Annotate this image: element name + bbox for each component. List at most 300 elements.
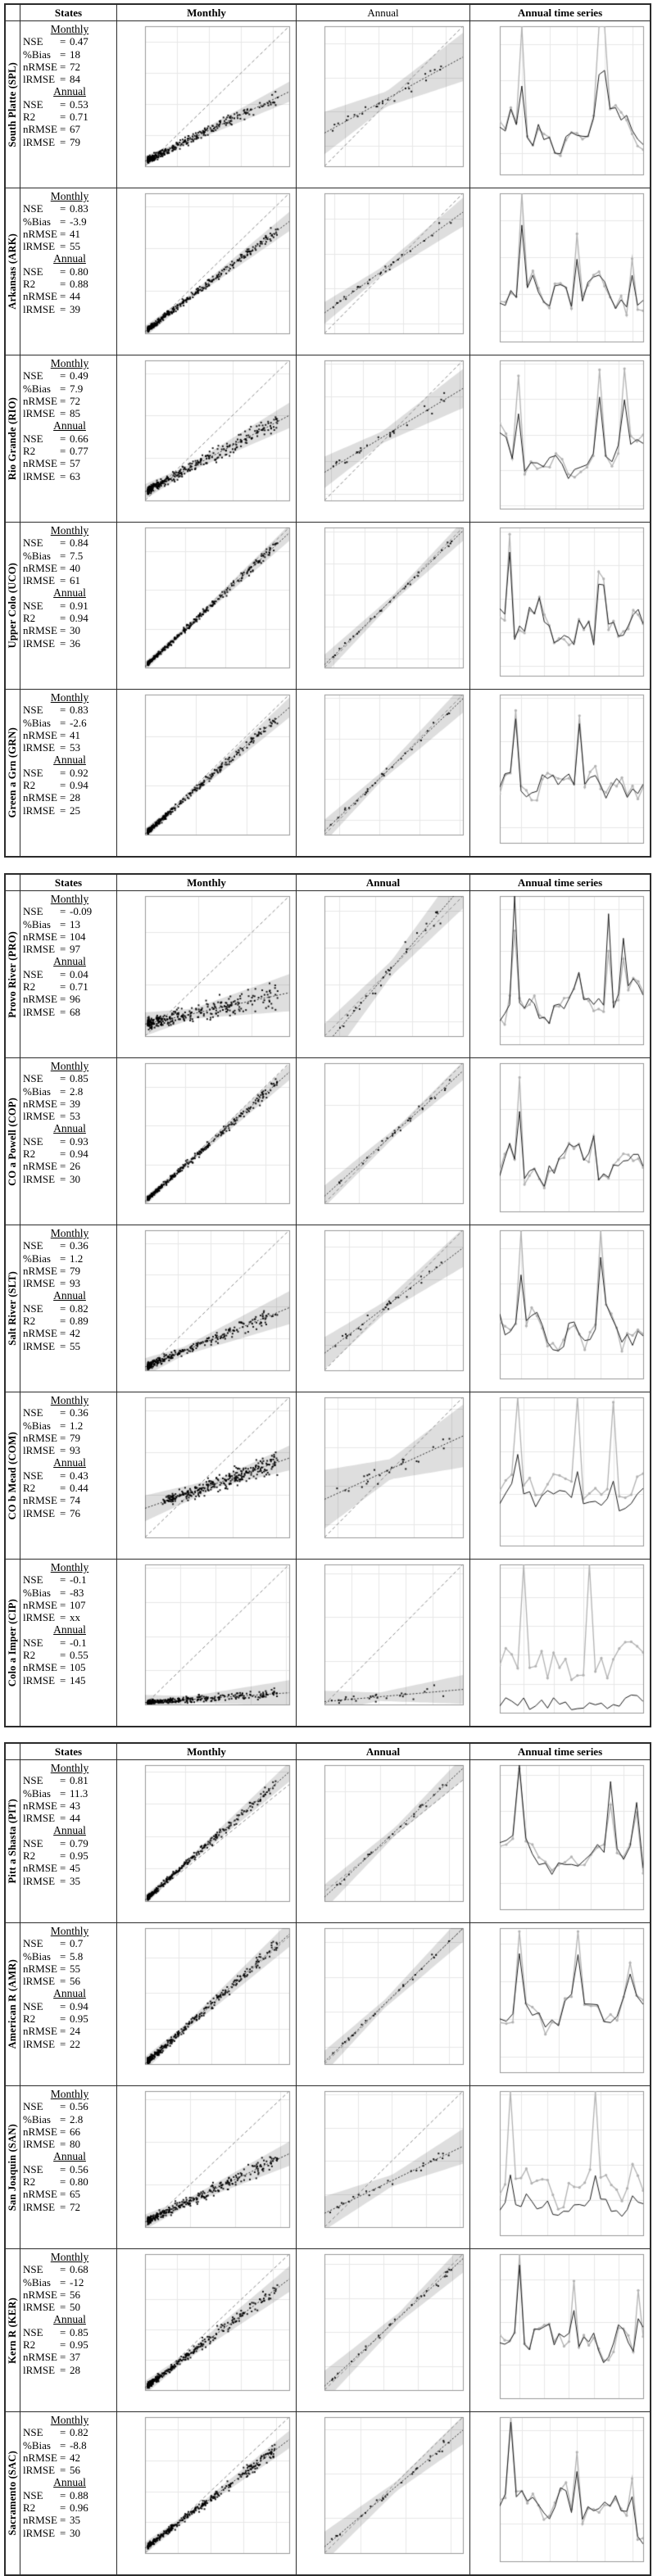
annual-scatter-plot (297, 188, 469, 355)
annual-plot-cell (297, 1760, 470, 1923)
timeseries-plot-cell (470, 1392, 650, 1560)
stats-section-heading: Annual (53, 419, 86, 432)
stat-line: %Bias = -12 (23, 2275, 84, 2289)
stats-section-heading: Monthly (50, 893, 89, 905)
monthly-plot-cell (117, 188, 297, 355)
station-label: Colo a Imper (CIP) (7, 1598, 18, 1687)
station-label: Provo River (PRO) (7, 930, 18, 1018)
column-header-annual: Annual (297, 5, 470, 20)
stats-section-heading: Monthly (50, 1925, 89, 1937)
stat-line: NSE = 0.56 (23, 2100, 88, 2113)
stat-line: %Bias = -8.8 (23, 2438, 87, 2452)
stat-line: NSE = 0.85 (23, 1072, 88, 1085)
stat-line: R2 = 0.55 (23, 1649, 88, 1662)
column-header-annual-time-series: Annual time series (517, 1745, 603, 1758)
stat-line: nRMSE = 96 (23, 993, 80, 1006)
stat-line: %Bias = -83 (23, 1586, 84, 1599)
annual-timeseries-plot (470, 690, 649, 856)
stats-section-heading: Monthly (50, 1762, 89, 1774)
stat-line: NSE = 0.82 (23, 1302, 88, 1315)
monthly-plot-cell (117, 2249, 297, 2412)
annual-scatter-plot (297, 690, 469, 856)
column-header-annual-time-series: Annual time series (517, 6, 603, 19)
station-row (6, 188, 650, 355)
annual-timeseries-plot (470, 2412, 649, 2574)
station-row (6, 891, 650, 1058)
stats-section-heading: Annual (53, 754, 86, 767)
stats-cell (20, 1760, 117, 1923)
stat-line: lRMSE = xx (23, 1611, 80, 1624)
stat-line: lRMSE = 50 (23, 2301, 80, 2314)
stat-line: NSE = 0.47 (23, 35, 88, 48)
annual-plot-cell (297, 523, 470, 690)
stat-line: %Bias = 2.8 (23, 1084, 84, 1098)
stat-line: NSE = -0.1 (23, 1573, 87, 1587)
stat-line: nRMSE = 79 (23, 1264, 80, 1277)
stat-line: lRMSE = 22 (23, 2037, 80, 2050)
monthly-scatter-plot (117, 1760, 296, 1922)
stat-line: NSE = 0.36 (23, 1406, 88, 1419)
annual-scatter-plot (297, 891, 469, 1057)
monthly-scatter-plot (117, 355, 296, 522)
stat-line: R2 = 0.95 (23, 2012, 88, 2026)
stat-line: lRMSE = 61 (23, 574, 80, 587)
stat-line: lRMSE = 145 (23, 1673, 86, 1686)
station-row (6, 1392, 650, 1560)
timeseries-plot-cell (470, 21, 650, 188)
timeseries-plot-cell (470, 2086, 650, 2249)
stat-line: R2 = 0.96 (23, 2501, 88, 2515)
stats-cell (20, 2249, 117, 2412)
annual-timeseries-plot (470, 188, 649, 355)
stat-line: lRMSE = 53 (23, 741, 80, 754)
stat-line: NSE = 0.91 (23, 599, 88, 612)
stats-cell (20, 2412, 117, 2574)
annual-timeseries-plot (470, 2249, 649, 2411)
stats-section-heading: Monthly (50, 524, 89, 536)
stat-line: nRMSE = 43 (23, 1799, 80, 1812)
annual-timeseries-plot (470, 1923, 649, 2085)
stats-cell (20, 891, 117, 1058)
stat-line: NSE = 0.88 (23, 2488, 88, 2501)
stats-section-heading: Annual (53, 1289, 86, 1302)
stat-line: NSE = 0.43 (23, 1469, 88, 1482)
stat-line: nRMSE = 55 (23, 1962, 80, 1975)
stat-line: nRMSE = 74 (23, 1494, 80, 1507)
stat-line: NSE = 0.80 (23, 265, 88, 278)
stat-line: NSE = 0.84 (23, 536, 88, 550)
station-row (6, 2249, 650, 2412)
station-row (6, 1225, 650, 1392)
monthly-scatter-plot (117, 891, 296, 1057)
monthly-plot-cell (117, 523, 297, 690)
monthly-scatter-plot (117, 1392, 296, 1559)
stats-cell (20, 1058, 117, 1225)
stats-cell (20, 523, 117, 690)
monthly-scatter-plot (117, 1560, 296, 1726)
monthly-plot-cell (117, 1392, 297, 1560)
monthly-plot-cell (117, 1560, 297, 1726)
timeseries-plot-cell (470, 355, 650, 523)
annual-plot-cell (297, 1560, 470, 1726)
stat-line: NSE = 0.94 (23, 1999, 88, 2012)
stat-line: R2 = 0.95 (23, 1849, 88, 1863)
stats-section-heading: Annual (53, 252, 86, 265)
stat-line: nRMSE = 41 (23, 728, 80, 741)
station-label: Rio Grande (RIO) (7, 396, 18, 481)
stat-line: nRMSE = 35 (23, 2514, 80, 2527)
stats-cell (20, 690, 117, 856)
stat-line: nRMSE = 42 (23, 1327, 80, 1340)
stat-line: %Bias = 18 (23, 48, 80, 61)
annual-timeseries-plot (470, 523, 649, 689)
monthly-plot-cell (117, 2412, 297, 2574)
annual-timeseries-plot (470, 1392, 649, 1559)
timeseries-plot-cell (470, 2249, 650, 2412)
stat-line: R2 = 0.94 (23, 1148, 88, 1161)
stats-cell (20, 1560, 117, 1726)
stats-section-heading: Annual (53, 2313, 86, 2326)
stat-line: NSE = 0.93 (23, 1134, 88, 1148)
monthly-scatter-plot (117, 1058, 296, 1225)
stat-line: lRMSE = 76 (23, 1506, 80, 1519)
column-header-annual: Annual (297, 1744, 470, 1759)
stats-cell (20, 1392, 117, 1560)
monthly-scatter-plot (117, 1923, 296, 2085)
stat-line: nRMSE = 72 (23, 60, 80, 73)
timeseries-plot-cell (470, 1923, 650, 2086)
stat-line: NSE = 0.56 (23, 2162, 88, 2175)
monthly-scatter-plot (117, 690, 296, 856)
monthly-scatter-plot (117, 523, 296, 689)
station-label: Sacramento (SAC) (7, 2451, 18, 2536)
annual-plot-cell (297, 690, 470, 856)
stat-line: nRMSE = 44 (23, 290, 80, 303)
timeseries-plot-cell (470, 2412, 650, 2574)
station-label: San Joaquin (SAN) (7, 2123, 18, 2212)
annual-plot-cell (297, 188, 470, 355)
stats-section-heading: Monthly (50, 1394, 89, 1406)
stat-line: nRMSE = 57 (23, 457, 80, 470)
corner-cell (6, 1744, 20, 1759)
column-header-states: States (20, 1744, 117, 1759)
stats-section-heading: Annual (53, 1987, 86, 2000)
stat-line: lRMSE = 55 (23, 240, 80, 253)
stat-line: nRMSE = 107 (23, 1598, 86, 1611)
monthly-plot-cell (117, 21, 297, 188)
stat-line: NSE = 0.53 (23, 97, 88, 111)
stat-line: NSE = 0.82 (23, 2426, 88, 2439)
annual-plot-cell (297, 1225, 470, 1392)
stats-cell (20, 1923, 117, 2086)
stats-cell (20, 2086, 117, 2249)
stats-section-heading: Monthly (50, 2251, 89, 2263)
timeseries-plot-cell (470, 690, 650, 856)
stat-line: nRMSE = 79 (23, 1431, 80, 1444)
annual-plot-cell (297, 355, 470, 523)
monthly-plot-cell (117, 690, 297, 856)
annual-scatter-plot (297, 21, 469, 188)
stat-line: nRMSE = 65 (23, 2188, 80, 2201)
annual-timeseries-plot (470, 1058, 649, 1225)
corner-cell (6, 875, 20, 890)
stat-line: R2 = 0.89 (23, 1315, 88, 1328)
stat-line: lRMSE = 35 (23, 1874, 80, 1887)
station-label-cell (6, 188, 20, 355)
monthly-plot-cell (117, 355, 297, 523)
stat-line: lRMSE = 56 (23, 2464, 80, 2477)
stat-line: NSE = 0.04 (23, 967, 88, 980)
stat-line: R2 = 0.95 (23, 2338, 88, 2352)
station-label-cell (6, 1923, 20, 2086)
stat-line: nRMSE = 26 (23, 1160, 80, 1173)
column-header-states: States (20, 5, 117, 20)
stat-line: NSE = 0.66 (23, 432, 88, 445)
stat-line: NSE = 0.83 (23, 704, 88, 717)
station-row (6, 1760, 650, 1923)
station-label: South Platte (SPL) (7, 61, 18, 147)
stat-line: %Bias = 11.3 (23, 1786, 88, 1800)
stat-line: lRMSE = 55 (23, 1339, 80, 1352)
stats-section-heading: Annual (53, 1456, 86, 1469)
stats-section-heading: Monthly (50, 357, 89, 369)
results-figure (0, 3, 653, 2576)
station-label: Pitt a Shasta (PIT) (7, 1799, 18, 1884)
stat-line: R2 = 0.80 (23, 2175, 88, 2189)
stat-line: lRMSE = 30 (23, 2526, 80, 2539)
annual-scatter-plot (297, 1560, 469, 1726)
stat-line: lRMSE = 25 (23, 804, 80, 817)
stats-section-heading: Monthly (50, 2414, 89, 2426)
stat-line: lRMSE = 79 (23, 135, 80, 148)
stats-section-heading: Annual (53, 2150, 86, 2163)
stat-line: lRMSE = 56 (23, 1975, 80, 1988)
annual-timeseries-plot (470, 355, 649, 522)
monthly-plot-cell (117, 891, 297, 1058)
column-header-states: States (20, 875, 117, 890)
column-header-monthly: Monthly (117, 875, 297, 890)
stat-line: nRMSE = 30 (23, 624, 80, 637)
stat-line: NSE = 0.7 (23, 1937, 84, 1950)
stat-line: nRMSE = 39 (23, 1097, 80, 1110)
station-row (6, 21, 650, 188)
corner-cell (6, 5, 20, 20)
stat-line: R2 = 0.94 (23, 612, 88, 625)
stat-line: lRMSE = 80 (23, 2138, 80, 2151)
station-row (6, 690, 650, 856)
stats-cell (20, 21, 117, 188)
annual-scatter-plot (297, 1225, 469, 1392)
annual-timeseries-plot (470, 1760, 649, 1922)
stat-line: nRMSE = 24 (23, 2025, 80, 2038)
annual-scatter-plot (297, 2249, 469, 2411)
monthly-scatter-plot (117, 2249, 296, 2411)
annual-timeseries-plot (470, 1225, 649, 1392)
station-label: CO a Powell (COP) (7, 1097, 18, 1186)
annual-scatter-plot (297, 1760, 469, 1922)
station-row (6, 2086, 650, 2249)
stat-line: NSE = 0.81 (23, 1774, 88, 1787)
station-label-cell (6, 21, 20, 188)
annual-plot-cell (297, 1923, 470, 2086)
stat-line: %Bias = 1.2 (23, 1419, 84, 1432)
table-header-row (6, 875, 650, 891)
stat-line: %Bias = 7.9 (23, 382, 84, 395)
results-table-2 (4, 873, 651, 1727)
stat-line: lRMSE = 36 (23, 636, 80, 650)
monthly-plot-cell (117, 1058, 297, 1225)
monthly-plot-cell (117, 2086, 297, 2249)
annual-plot-cell (297, 1392, 470, 1560)
column-header-monthly: Monthly (117, 5, 297, 20)
stat-line: lRMSE = 97 (23, 943, 80, 956)
stat-line: NSE = 0.92 (23, 766, 88, 779)
monthly-scatter-plot (117, 2086, 296, 2248)
stat-line: lRMSE = 68 (23, 1005, 80, 1018)
stats-section-heading: Monthly (50, 1561, 89, 1573)
station-row (6, 1923, 650, 2086)
stat-line: NSE = -0.09 (23, 905, 93, 918)
station-label-cell (6, 690, 20, 856)
stat-line: nRMSE = 105 (23, 1661, 86, 1674)
stats-section-heading: Annual (53, 2476, 86, 2489)
column-header-annual-time-series: Annual time series (517, 876, 603, 889)
stat-line: %Bias = 2.8 (23, 2112, 84, 2126)
table-body (6, 891, 650, 1726)
column-header-monthly: Monthly (117, 1744, 297, 1759)
stat-line: nRMSE = 41 (23, 227, 80, 240)
timeseries-plot-cell (470, 188, 650, 355)
annual-plot-cell (297, 2412, 470, 2574)
annual-timeseries-plot (470, 891, 649, 1057)
stats-section-heading: Monthly (50, 1060, 89, 1072)
timeseries-plot-cell (470, 1225, 650, 1392)
stat-line: %Bias = -3.9 (23, 215, 87, 228)
stat-line: nRMSE = 66 (23, 2125, 80, 2138)
stat-line: lRMSE = 53 (23, 1110, 80, 1123)
annual-plot-cell (297, 2249, 470, 2412)
stat-line: nRMSE = 28 (23, 791, 80, 804)
stats-section-heading: Monthly (50, 691, 89, 704)
stat-line: lRMSE = 39 (23, 302, 80, 315)
stat-line: %Bias = 1.2 (23, 1252, 84, 1265)
stats-section-heading: Annual (53, 955, 86, 968)
station-row (6, 523, 650, 690)
station-row (6, 1058, 650, 1225)
table-body (6, 21, 650, 856)
stat-line: R2 = 0.71 (23, 111, 88, 124)
stat-line: %Bias = -2.6 (23, 716, 87, 729)
monthly-scatter-plot (117, 2412, 296, 2574)
table-body (6, 1760, 650, 2574)
annual-scatter-plot (297, 523, 469, 689)
column-header-annual: Annual (297, 875, 470, 890)
stat-line: lRMSE = 63 (23, 469, 80, 482)
annual-plot-cell (297, 891, 470, 1058)
station-label-cell (6, 2086, 20, 2249)
stat-line: R2 = 0.88 (23, 278, 88, 291)
stat-line: R2 = 0.44 (23, 1482, 88, 1495)
monthly-plot-cell (117, 1760, 297, 1923)
timeseries-plot-cell (470, 1760, 650, 1923)
annual-plot-cell (297, 1058, 470, 1225)
annual-plot-cell (297, 2086, 470, 2249)
stat-line: nRMSE = 40 (23, 561, 80, 574)
monthly-scatter-plot (117, 21, 296, 188)
stat-line: nRMSE = 67 (23, 123, 80, 136)
stat-line: NSE = 0.83 (23, 202, 88, 215)
stat-line: nRMSE = 42 (23, 2451, 80, 2464)
annual-timeseries-plot (470, 1560, 649, 1726)
station-label: Green a Grn (GRN) (7, 727, 18, 818)
stats-section-heading: Annual (53, 1623, 86, 1637)
stat-line: lRMSE = 44 (23, 1812, 80, 1825)
stat-line: lRMSE = 30 (23, 1172, 80, 1185)
timeseries-plot-cell (470, 891, 650, 1058)
station-label: CO b Mead (COM) (7, 1431, 18, 1520)
stat-line: NSE = -0.1 (23, 1636, 87, 1649)
monthly-plot-cell (117, 1923, 297, 2086)
stat-line: R2 = 0.77 (23, 445, 88, 458)
stat-line: NSE = 0.79 (23, 1836, 88, 1849)
stat-line: nRMSE = 37 (23, 2351, 80, 2364)
stats-cell (20, 1225, 117, 1392)
timeseries-plot-cell (470, 1560, 650, 1726)
station-row (6, 355, 650, 523)
stat-line: lRMSE = 85 (23, 407, 80, 420)
stat-line: R2 = 0.94 (23, 779, 88, 792)
stat-line: lRMSE = 72 (23, 2200, 80, 2213)
table-header-row (6, 5, 650, 21)
annual-timeseries-plot (470, 2086, 649, 2248)
stat-line: NSE = 0.49 (23, 369, 88, 383)
stat-line: %Bias = 5.8 (23, 1949, 84, 1963)
station-row (6, 2412, 650, 2574)
stat-line: nRMSE = 45 (23, 1862, 80, 1875)
stats-cell (20, 355, 117, 523)
stat-line: R2 = 0.71 (23, 980, 88, 994)
station-label-cell (6, 1560, 20, 1726)
stat-line: lRMSE = 93 (23, 1444, 80, 1457)
annual-plot-cell (297, 21, 470, 188)
station-label-cell (6, 2249, 20, 2412)
annual-scatter-plot (297, 1923, 469, 2085)
annual-scatter-plot (297, 1058, 469, 1225)
station-label: Upper Colo (UCO) (7, 563, 18, 649)
timeseries-plot-cell (470, 523, 650, 690)
stats-section-heading: Annual (53, 1122, 86, 1135)
stat-line: nRMSE = 56 (23, 2288, 80, 2301)
stat-line: nRMSE = 104 (23, 930, 86, 943)
stat-line: nRMSE = 72 (23, 394, 80, 407)
station-label: Kern R (KER) (7, 2297, 18, 2364)
annual-timeseries-plot (470, 21, 649, 188)
annual-scatter-plot (297, 2412, 469, 2574)
station-label-cell (6, 1760, 20, 1923)
station-label: Salt River (SLT) (7, 1271, 18, 1346)
annual-scatter-plot (297, 1392, 469, 1559)
stat-line: lRMSE = 84 (23, 73, 80, 86)
stats-section-heading: Annual (53, 586, 86, 600)
station-label: American R (AMR) (7, 1959, 18, 2049)
stats-cell (20, 188, 117, 355)
results-table-3 (4, 1742, 651, 2576)
stats-section-heading: Monthly (50, 190, 89, 202)
station-label-cell (6, 891, 20, 1058)
annual-scatter-plot (297, 2086, 469, 2248)
results-table-1 (4, 3, 651, 858)
stat-line: lRMSE = 93 (23, 1277, 80, 1290)
